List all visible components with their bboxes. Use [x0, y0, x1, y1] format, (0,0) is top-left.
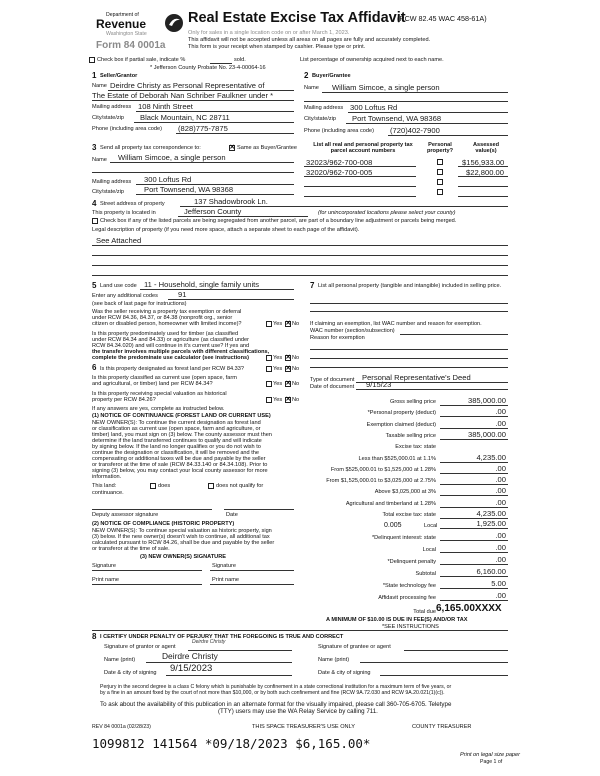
buyer-heading: Buyer/Grantee: [312, 73, 351, 79]
tax-row-value[interactable]: 385,000.00: [467, 396, 506, 405]
located-label: This property is located in: [92, 210, 156, 216]
corr-num: 3: [92, 143, 97, 152]
buyer-name[interactable]: William Simcoe, a single person: [332, 83, 440, 92]
sec5-q2e: complete the predominate use calculator (see instructions): [92, 355, 249, 361]
exemption-label: If claiming an exemption, list WAC number and reason for exemption.: [310, 321, 482, 327]
parcels-col2-header: Personal property?: [426, 142, 454, 155]
processing-label: Affidavit processing fee: [378, 595, 436, 601]
corr-name[interactable]: William Simcoe, a single person: [118, 153, 226, 162]
sec6-q3-yes: Yes: [273, 397, 283, 403]
tax-row-value[interactable]: 385,000.00: [467, 429, 506, 439]
sec5-q2c: RCW 84.34.020) and will continue in it's current use? If yes and: [92, 343, 250, 349]
property-county[interactable]: Jefferson County: [184, 207, 242, 216]
grantor-name[interactable]: Deirdre Christy: [162, 651, 218, 661]
header-note1: Only for sales in a single location code on or after March 1, 2023.: [188, 30, 350, 36]
dor-swoosh-icon: [164, 13, 184, 33]
partial-sale-sold: sold.: [234, 57, 246, 63]
sec7-num: 7: [310, 281, 315, 290]
sig-grantee-label: Signature of grantee or agent: [318, 644, 391, 650]
tax-row-label: Taxable selling price: [385, 432, 436, 439]
percentage-note: List percentage of ownership acquired next to each name.: [300, 57, 444, 63]
reason-label: Reason for exemption: [310, 335, 365, 341]
seller-num: 1: [92, 71, 97, 80]
sec6-q3-no-checkbox[interactable]: [285, 397, 291, 403]
notice2-line: calculated pursuant to RCW 84.26, shall be due and payable by the seller: [92, 540, 275, 546]
legal-label: Legal description of property (if you need more space, attach a separate sheet to each page of the affidavit).: [92, 227, 360, 233]
corr-city[interactable]: Port Townsend, WA 98368: [144, 185, 234, 194]
segregated-checkbox[interactable]: [92, 218, 98, 224]
sec6-q1-no-checkbox[interactable]: [285, 366, 291, 372]
seller-mailing[interactable]: 108 Ninth Street: [138, 102, 193, 111]
buyer-mailing-label: Mailing address: [304, 105, 344, 111]
dept-line1: Department of: [106, 12, 139, 18]
land-use-code[interactable]: 11 - Household, single family units: [144, 280, 260, 289]
land-use-label: Land use code: [100, 283, 137, 289]
delinquent-state-value[interactable]: .00: [495, 531, 506, 540]
corr-name-label: Name: [92, 157, 107, 163]
notice1-line: or classification as current use (open space, farm and agriculture, or: [92, 426, 261, 432]
parcel-number-2[interactable]: 32020/962-700-005: [306, 168, 373, 177]
tax-row-label: Total excise tax: state: [382, 512, 436, 518]
parcels-col3-header: Assessed value(s): [472, 142, 500, 155]
notice3-title: (3) NEW OWNER(S) SIGNATURE: [140, 554, 226, 560]
sec5-q2-yes-checkbox[interactable]: [266, 355, 272, 361]
wac-label: WAC number (section/subsection): [310, 328, 395, 334]
processing-value[interactable]: .00: [495, 591, 506, 600]
sec5-q1b: under RCW 84.36, 84.37, or 84.38 (nonprofit org., senior: [92, 315, 233, 321]
land-does-checkbox[interactable]: [150, 483, 156, 489]
subtotal-value[interactable]: 6,160.00: [476, 567, 506, 576]
parcel-number-1[interactable]: 32023/962-700-008: [306, 158, 373, 167]
sec5-q1-no-checkbox[interactable]: [285, 321, 291, 327]
sec8-num: 8: [92, 632, 97, 641]
notice1-line: or transferor at the time of sale (RCW 84.33.140 or 84.34.108). Prior to: [92, 462, 268, 468]
alt-format-line2: (TTY) users may use the WA Relay Service by calling 711.: [218, 708, 378, 715]
tax-row-value[interactable]: .00: [495, 463, 506, 473]
sec6-q1-no: No: [292, 366, 300, 372]
page-number: Page 1 of: [480, 759, 503, 765]
notice2-line: (3) below. If the new owner(s) doesn't wish to continue, all additional tax: [92, 534, 270, 540]
sec5-num: 5: [92, 281, 97, 290]
total-due-value[interactable]: 6,165.00XXXX: [436, 603, 502, 614]
land-does-not: does not qualify for: [216, 483, 264, 489]
seller-mailing-label: Mailing address: [92, 104, 132, 110]
seller-heading: Seller/Grantor: [100, 73, 138, 79]
sec6-q2-no-checkbox[interactable]: [285, 381, 291, 387]
unincorporated-note: (for unincorporated locations please select your county): [318, 210, 456, 216]
sec6-q1-yes-checkbox[interactable]: [266, 366, 272, 372]
sec6-num: 6: [92, 363, 97, 372]
additional-codes[interactable]: 91: [178, 290, 187, 299]
seller-city[interactable]: Black Mountain, NC 28711: [140, 113, 230, 122]
sec5-q1-yes: Yes: [273, 321, 283, 327]
partial-sale-checkbox[interactable]: [89, 57, 95, 63]
seller-phone[interactable]: (828)775-7875: [178, 124, 228, 133]
buyer-mailing[interactable]: 300 Loftus Rd: [350, 103, 398, 112]
tax-row-label: From $1,525,000.01 to $3,025,000 at 2.75%: [326, 478, 436, 485]
grantor-date[interactable]: 9/15/2023: [170, 663, 213, 674]
tax-row-value[interactable]: 4,235.00: [476, 452, 506, 462]
doc-date-label: Date of document: [310, 384, 355, 390]
segregated-label: Check box if any of the listed parcels are being segregated from another parcel, are part of a boundary line adjustment or parcels being merged.: [100, 218, 457, 224]
sig-grantor-label: Signature of grantor or agent: [104, 644, 176, 650]
probate-number: * Jefferson County Probate No. 23-4-00064-16: [150, 65, 266, 71]
notice1-line: NEW OWNER(S): To continue the current designation as forest land: [92, 420, 261, 426]
sec5-q1-no: No: [292, 321, 300, 327]
sec5-q2b: under RCW 84.34 and 84.33) or agriculture (as classified under: [92, 337, 250, 343]
penalty-value[interactable]: .00: [495, 555, 506, 564]
sec6-q3-yes-checkbox[interactable]: [266, 397, 272, 403]
sec6-q2-yes: Yes: [273, 381, 283, 387]
land-does: does: [158, 483, 171, 489]
buyer-city-label: City/state/zip: [304, 116, 337, 122]
seller-name-label: Name: [92, 83, 107, 89]
grantor-name-label: Name (print): [104, 657, 136, 663]
county-treasurer: COUNTY TREASURER: [412, 724, 472, 730]
new-owner-print-2: Print name: [212, 577, 240, 583]
notice2-line: NEW OWNER(S): To continue special valuation as historic property, sign: [92, 528, 272, 534]
tax-row-label: *Personal property (deduct): [367, 410, 436, 417]
sec6-q2a: Is this property classified as current use (open space, farm: [92, 375, 237, 381]
buyer-num: 2: [304, 71, 309, 80]
delinquent-state-label: *Delinquent interest: state: [371, 535, 436, 541]
tax-row-value[interactable]: .00: [495, 497, 506, 507]
tax-row-label: Agricultural and timberland at 1.28%: [345, 500, 436, 507]
tax-row-value[interactable]: .00: [495, 486, 506, 496]
corr-mailing[interactable]: 300 Loftus Rd: [144, 175, 192, 184]
seller-name2[interactable]: The Estate of Deborah Nan Schriber Faulkner under *: [92, 91, 274, 100]
buyer-phone[interactable]: (720)402-7900: [390, 126, 440, 135]
tax-row-label: From $525,000.01 to $1,525,000 at 1.28%: [330, 466, 436, 473]
tax-row-value[interactable]: .00: [495, 475, 506, 485]
street-label: Street address of property: [100, 201, 165, 207]
sec5-q1c: citizen or disabled person, homeowner with limited income)?: [92, 321, 242, 327]
tax-row-value[interactable]: 4,235.00: [476, 509, 506, 518]
tax-row-value[interactable]: .00: [495, 407, 506, 417]
see-back: (see back of last page for instructions): [92, 301, 187, 307]
sec6-q3b: property per RCW 84.26?: [92, 397, 156, 403]
tax-row-label: Exemption claimed (deduct): [366, 421, 436, 428]
notice1-line: information.: [92, 474, 122, 480]
subtotal-label: Subtotal: [415, 571, 436, 577]
land-does-not-checkbox[interactable]: [208, 483, 214, 489]
seller-city-label: City/state/zip: [92, 115, 125, 121]
sec5-q2a: Is this property predominately used for timber (as classified: [92, 331, 239, 337]
parcel-2-personal-checkbox[interactable]: [437, 169, 443, 175]
sec6-q1: Is this property designated as forest land per RCW 84.33?: [100, 366, 244, 372]
tech-fee-value[interactable]: 5.00: [491, 579, 506, 588]
sec6-q2-no: No: [292, 381, 300, 387]
minimum-note: A MINIMUM OF $10.00 IS DUE IN FEE(S) AND/OR TAX: [326, 617, 468, 623]
same-as-buyer-label: Same as Buyer/Grantee: [237, 145, 298, 151]
same-as-buyer-checkbox[interactable]: [229, 145, 235, 151]
local-value[interactable]: 1,925.00: [476, 519, 506, 528]
doc-date[interactable]: 9/15/23: [366, 380, 392, 389]
header-note3: This form is your receipt when stamped by cashier. Please type or print.: [188, 44, 366, 50]
personal-prop-label: List all personal property (tangible and intangible) included in selling price.: [318, 283, 502, 289]
seller-phone-label: Phone (including area code): [92, 126, 162, 132]
perjury-line1: Perjury in the second degree is a class C felony which is punishable by confinement in a state correctional institution for a maximum term of five years, or: [100, 684, 452, 690]
partial-sale-label: Check box if partial sale, indicate %: [97, 57, 186, 63]
form-rcw: (RCW 82.45 WAC 458-61A): [397, 14, 487, 23]
sec5-q2-no: No: [292, 355, 300, 361]
treasurer-stamp: 1099812 141564 *09/18/2023 $6,165.00*: [92, 736, 371, 751]
rev-number: REV 84 0001a (02/28/23): [92, 724, 151, 730]
tax-row-label: Gross selling price: [389, 399, 436, 405]
notice1-line: determine if the land transferred continues to qualify and will indicate: [92, 438, 262, 444]
notice1-line: timber) land, you must sign on (3) below. The county assessor must then: [92, 432, 272, 438]
parcel-3-personal-checkbox[interactable]: [437, 179, 443, 185]
local-label: Local: [424, 523, 438, 529]
notice1-line: signing (3) below, you may contact your local county assessor for more: [92, 468, 268, 474]
legal-description[interactable]: See Attached: [96, 236, 142, 245]
sec5-q1-yes-checkbox[interactable]: [266, 321, 272, 327]
new-owner-signature-2: Signature: [212, 563, 236, 569]
tech-fee-label: *State technology fee: [382, 583, 436, 589]
deputy-signature-label: Deputy assessor signature: [92, 512, 159, 518]
tax-row-value[interactable]: .00: [495, 418, 506, 428]
buyer-city[interactable]: Port Townsend, WA 98368: [352, 114, 442, 123]
parcel-4-personal-checkbox[interactable]: [437, 189, 443, 195]
parcels-col1-header: List all real and personal property tax parcel account numbers: [313, 142, 413, 155]
tax-row-label: Above $3,025,000 at 3%: [374, 489, 436, 496]
new-owner-signature-1: Signature: [92, 563, 116, 569]
sec5-q2-no-checkbox[interactable]: [285, 355, 291, 361]
property-street[interactable]: 137 Shadowbrook Ln.: [194, 197, 268, 206]
notice1-line: by signing below. If the land no longer qualifies or you do not wish to: [92, 444, 261, 450]
notice1-title: (1) NOTICE OF CONTINUANCE (FOREST LAND OR CURRENT USE): [92, 413, 271, 419]
total-due-label: Total due: [413, 609, 436, 615]
see-instructions: *SEE INSTRUCTIONS: [382, 624, 439, 630]
legal-size-note: Print on legal size paper: [460, 752, 521, 758]
form-title: Real Estate Excise Tax Affidavit: [188, 10, 406, 26]
tax-row-label: Excise tax: state: [395, 444, 436, 451]
buyer-phone-label: Phone (including area code): [304, 128, 374, 134]
delinquent-local-label: Local: [422, 547, 436, 553]
sec5-q1a: Was the seller receiving a property tax exemption or deferral: [92, 309, 242, 315]
sec6-q3a: Is this property receiving special valuation as historical: [92, 391, 227, 397]
sec6-q1-yes: Yes: [273, 366, 283, 372]
corr-mailing-label: Mailing address: [92, 179, 132, 185]
dept-line2: Revenue: [96, 17, 147, 31]
notice1-line: continue the designation or classification, it will be removed and the: [92, 450, 259, 456]
doc-type-label: Type of document: [310, 377, 355, 383]
grantee-name-label: Name (print): [318, 657, 350, 663]
notice2-title: (2) NOTICE OF COMPLIANCE (HISTORIC PROPERTY): [92, 521, 235, 527]
additional-codes-label: Enter any additional codes: [92, 293, 158, 299]
delinquent-local-value[interactable]: .00: [495, 543, 506, 552]
notice2-line: or transferor at the time of sale.: [92, 546, 170, 552]
grantor-date-label: Date & city of signing: [104, 670, 157, 676]
parcel-value-1[interactable]: $156,933.00: [462, 158, 505, 167]
sec6-q2b: and agricultural, or timber) land per RCW 84.34?: [92, 381, 213, 387]
seller-name1[interactable]: Deirdre Christy as Personal Representative of: [110, 81, 265, 90]
header-note2: This affidavit will not be accepted unless all areas on all pages are fully and accurately completed.: [188, 37, 431, 43]
grantor-signature[interactable]: Deirdre Christy: [192, 639, 226, 645]
sec6-if-yes: If any answers are yes, complete as instructed below.: [92, 406, 225, 412]
tax-row-label: Less than $525,000.01 at 1.1%: [358, 455, 436, 462]
penalty-label: *Delinquent penalty: [387, 559, 436, 565]
notice1-line: compensating or additional taxes will be due and payable by the seller: [92, 456, 266, 462]
local-rate: 0.005: [384, 522, 402, 529]
doc-type[interactable]: Personal Representative's Deed: [362, 373, 471, 382]
sec6-q3-no: No: [292, 397, 300, 403]
corr-heading: Send all property tax correspondence to:: [100, 145, 201, 151]
sec6-q2-yes-checkbox[interactable]: [266, 381, 272, 387]
parcel-1-personal-checkbox[interactable]: [437, 159, 443, 165]
dept-line3: Washington State: [106, 31, 147, 37]
perjury-line2: by a fine in an amount fixed by the court of not more than $10,000, or by both such confinement and fine (RCW 9A.72.030 and RCW 9A.20.021(1)(c)).: [100, 690, 445, 696]
form-number: Form 84 0001a: [96, 40, 166, 51]
sec5-q2d: the transfer involves multiple parcels with different classifications,: [92, 349, 270, 355]
new-owner-print-1: Print name: [92, 577, 120, 583]
alt-format-line1: To ask about the availability of this publication in an alternate format for the visually impaired, please call 360-705-6705. Teletype: [100, 701, 452, 708]
parcel-value-2[interactable]: $22,800.00: [466, 168, 505, 177]
corr-city-label: City/state/zip: [92, 189, 125, 195]
buyer-name-label: Name: [304, 85, 319, 91]
sec5-q2-yes: Yes: [273, 355, 283, 361]
treasurer-only: THIS SPACE TREASURER'S USE ONLY: [252, 724, 356, 730]
deputy-date-label: Date: [226, 512, 238, 518]
property-num: 4: [92, 199, 97, 208]
land-label: This land:: [92, 483, 117, 489]
grantee-date-label: Date & city of signing: [318, 670, 371, 676]
certify-statement: I CERTIFY UNDER PENALTY OF PERJURY THAT THE FOREGOING IS TRUE AND CORRECT: [100, 634, 344, 640]
land-continuance: continuance.: [92, 490, 124, 496]
